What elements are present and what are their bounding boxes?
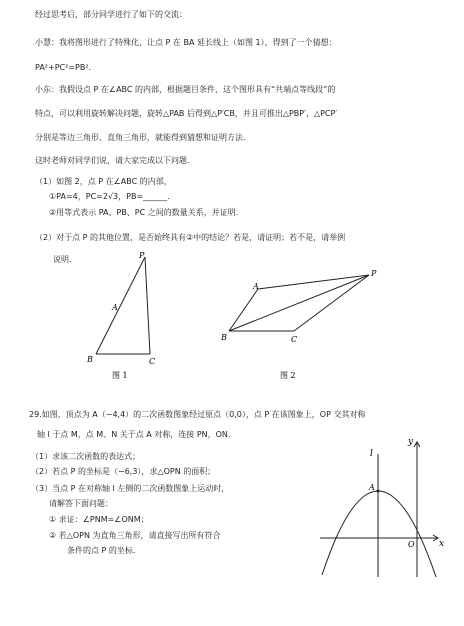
q29-stem-1: 29.如图，顶点为 A（−4,4）的二次函数图象经过原点（0,0），点 P 在该图象上，OP 交其对称 <box>29 410 366 419</box>
q29-part3: （3）当点 P 在对称轴 l 左侧的二次函数图象上运动时， <box>31 484 230 493</box>
fig2-caption: 图 2 <box>280 371 296 380</box>
q28-xiaohui: 小慧：我将图形进行了特殊化，让点 P 在 BA 延长线上（如图 1），得到了一个猜想： <box>35 38 337 47</box>
q29-part3-sub2: ② 若△OPN 为直角三角形，请直接写出所有符合 <box>49 531 221 540</box>
q28-part2-cont: 说明. <box>53 255 72 264</box>
fig3-label-x: x <box>439 539 445 549</box>
fig2-label-P: P <box>371 269 377 278</box>
q29-part3-sub1: ① 求证：∠PNM=∠ONM； <box>49 515 149 524</box>
fig3-label-l: l <box>370 449 373 459</box>
fig3-label-A: A <box>369 483 375 492</box>
fig3-label-O: O <box>408 540 415 549</box>
figure-3-parabola <box>312 432 452 582</box>
figure-1 <box>75 248 185 388</box>
fig3-parabola-curve <box>322 491 436 577</box>
q28-part1-sub1: ①PA=4，PC=2√3，PB=______. <box>49 192 170 201</box>
fig2-label-B: B <box>221 333 227 342</box>
q28-intro: 经过思考后，部分同学进行了如下的交流： <box>35 10 187 19</box>
q28-xiaodong-3: 分别是等边三角形、直角三角形，就能得到猜想和证明方法. <box>35 133 246 142</box>
fig1-label-C: C <box>149 357 156 366</box>
fig1-side-BP <box>96 257 145 354</box>
q29-part1: （1）求该二次函数的表达式； <box>31 452 141 461</box>
q29-part3-sub2-cont: 条件的点 P 的坐标. <box>67 546 136 555</box>
q28-xiaodong-2: 特点，可以利用旋转解决问题，旋转△PAB 后得到△P′CB，并且可推出△PBP′，△PCP′ <box>35 109 338 118</box>
q28-xiaodong-1: 小东：我假设点 P 在∠ABC 的内部，根据题目条件，这个图形具有“共端点等线段”的 <box>35 85 336 94</box>
fig1-label-B: B <box>87 355 93 364</box>
fig1-side-PC <box>145 257 150 354</box>
fig1-caption: 图 1 <box>112 371 128 380</box>
fig3-label-y: y <box>408 437 414 447</box>
figure-2 <box>218 262 388 388</box>
q29-stem-2: 轴 l 于点 M，点 M、N 关于点 A 对称，连接 PN，ON. <box>37 430 231 439</box>
q29-part2: （2）若点 P 的坐标是（−6,3），求△OPN 的面积； <box>31 467 216 476</box>
q28-part2: （2）对于点 P 的其他位置，是否始终具有②中的结论？若是，请证明；若不是，请举例 <box>35 233 346 242</box>
fig2-label-C: C <box>291 335 298 344</box>
fig1-label-P: P <box>139 251 145 260</box>
q28-teacher: 这时老师对同学们说，请大家完成以下问题. <box>35 156 190 165</box>
fig2-label-A: A <box>253 282 259 291</box>
fig3-vertex-point <box>377 490 380 493</box>
q29-part3-cont: 请解答下面问题： <box>49 499 113 508</box>
q28-conjecture: PA²+PC²=PB². <box>35 63 92 72</box>
q28-part1-sub2: ②用等式表示 PA、PB、PC 之间的数量关系，并证明. <box>49 208 239 217</box>
q28-part1: （1）如图 2，点 P 在∠ABC 的内部， <box>35 177 172 186</box>
fig1-label-A: A <box>112 303 118 312</box>
